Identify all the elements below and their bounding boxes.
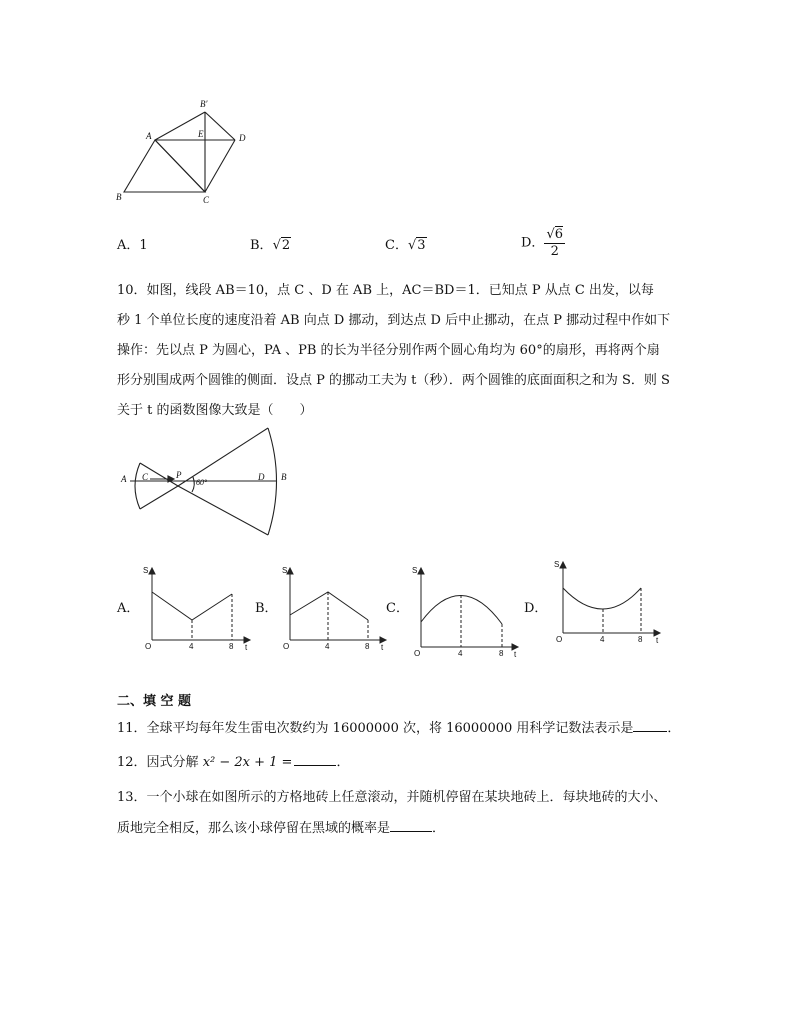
label-B: B xyxy=(116,192,122,202)
tick-label-8: 8 xyxy=(638,635,643,644)
q12 xyxy=(117,753,349,772)
q10-option-d-label[interactable]: D． xyxy=(524,601,548,616)
answer-blank[interactable] xyxy=(294,753,336,766)
q10-line-1: 10．如图，线段 AB＝10，点 C 、D 在 AB 上，AC＝BD＝1．已知点 P 从点 C 出发，以每 xyxy=(117,283,654,298)
tick-label-8: 8 xyxy=(499,649,504,658)
q10-option-a-label[interactable]: A． xyxy=(117,601,140,616)
option-prefix: C． xyxy=(385,238,408,253)
q12-end: ． xyxy=(336,755,350,770)
origin-label: O xyxy=(145,642,152,651)
section-heading: 二、填 空 题 xyxy=(117,694,192,709)
radicand: 6 xyxy=(554,227,564,242)
radicand: 2 xyxy=(281,238,291,253)
sqrt-symbol: √2 xyxy=(272,238,291,253)
label-E: E xyxy=(198,129,204,139)
axis-x-label: t xyxy=(656,636,659,645)
q13-line-1: 13．一个小球在如图所示的方格地砖上任意滚动，并随机停留在某块地砖上．每块地砖的大小、 xyxy=(117,790,667,805)
tick-label-4: 4 xyxy=(458,649,463,658)
q12-text: 12．因式分解 xyxy=(117,755,203,770)
label-P: P xyxy=(176,470,182,480)
label-B: B xyxy=(281,472,287,482)
answer-blank[interactable] xyxy=(633,719,667,732)
option-value: 1 xyxy=(139,238,148,253)
option-prefix: B． xyxy=(250,238,273,253)
tick-label-8: 8 xyxy=(365,642,370,651)
fraction-denominator: 2 xyxy=(550,244,559,259)
q10-option-b-label[interactable]: B． xyxy=(255,601,278,616)
label-A: A xyxy=(121,474,127,484)
answer-blank[interactable] xyxy=(390,819,432,832)
q10-line-3: 操作：先以点 P 为圆心，PA 、PB 的长为半径分别作两个圆心角均为 60°的扇形，再将两个扇 xyxy=(117,343,660,358)
sqrt-symbol: √3 xyxy=(407,238,426,253)
radicand: 3 xyxy=(417,238,426,253)
q10-option-c-label[interactable]: C． xyxy=(386,601,409,616)
axis-y-label: S xyxy=(412,566,418,575)
label-D: D xyxy=(258,472,265,482)
tick-label-4: 4 xyxy=(600,635,605,644)
axis-y-label: S xyxy=(554,560,560,569)
q10-line-2: 秒 1 个单位长度的速度沿着 AB 向点 D 挪动，到达点 D 后中止挪动，在点 P 挪动过程中作如下 xyxy=(117,313,671,328)
tick-label-8: 8 xyxy=(229,642,234,651)
label-C: C xyxy=(142,472,149,482)
axis-y-label: S xyxy=(143,566,149,575)
axis-x-label: t xyxy=(381,643,384,652)
q13-text: 质地完全相反，那么该小球停留在黑域的概率是 xyxy=(117,821,391,836)
q11-text: 11．全球平均每年发生雷电次数约为 16000000 次，将 16000000 用科学记数法表示是 xyxy=(117,721,634,736)
label-C: C xyxy=(203,195,210,205)
option-prefix: D． xyxy=(521,235,545,251)
origin-label: O xyxy=(283,642,290,651)
axis-y-label: S xyxy=(282,566,288,575)
axis-x-label: t xyxy=(514,650,517,659)
q10-line-4: 形分别围成两个圆锥的侧面．设点 P 的挪动工夫为 t（秒）．两个圆锥的底面面积之和为 S．则 S xyxy=(117,373,670,388)
label-A: A xyxy=(146,131,152,141)
label-angle: 60° xyxy=(196,478,208,487)
q12-expression: x² − 2x + 1 = xyxy=(202,755,293,770)
q13-line-2 xyxy=(117,819,445,838)
origin-label: O xyxy=(414,649,421,658)
label-D: D xyxy=(239,133,246,143)
option-prefix: A． xyxy=(117,238,140,253)
tick-label-4: 4 xyxy=(325,642,330,651)
q11 xyxy=(117,719,680,738)
q11-end: ． xyxy=(667,721,681,736)
label-B-prime: B′ xyxy=(200,99,208,109)
q10-line-5: 关于 t 的函数图像大致是（ ） xyxy=(117,403,313,418)
origin-label: O xyxy=(556,635,563,644)
tick-label-4: 4 xyxy=(189,642,194,651)
axis-x-label: t xyxy=(245,643,248,652)
fraction-numerator: √6 xyxy=(546,227,564,242)
q13-end: ． xyxy=(432,821,446,836)
